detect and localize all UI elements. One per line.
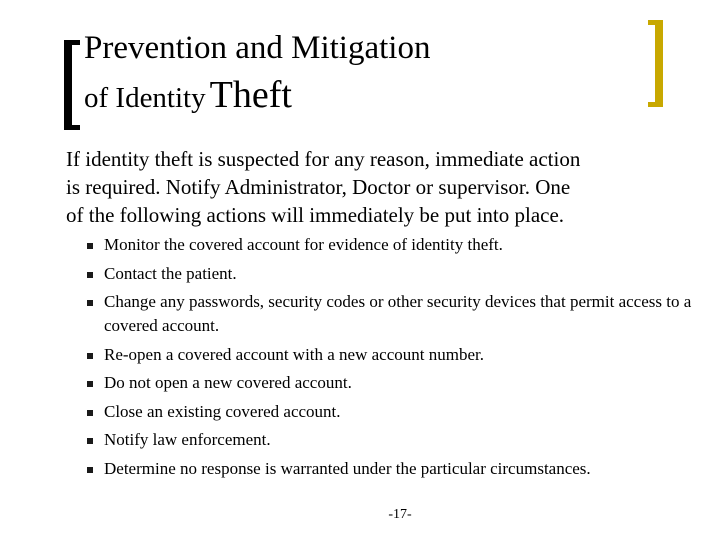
intro-paragraph — [66, 145, 706, 229]
title-line-2-part-2: Theft — [209, 74, 292, 116]
square-bullet-icon — [87, 243, 93, 249]
list-item-text: Close an existing covered account. — [104, 401, 341, 421]
list-item — [84, 290, 704, 338]
action-list — [84, 233, 704, 485]
intro-line: of the following actions will immediately be put into place. — [66, 203, 565, 227]
square-bullet-icon — [87, 353, 93, 359]
list-item-text: Do not open a new covered account. — [104, 373, 352, 392]
title-line-2 — [84, 71, 292, 127]
list-item — [84, 428, 704, 452]
title-line-1: Prevention and Mitigation — [84, 30, 431, 66]
square-bullet-icon — [87, 381, 93, 387]
title-line-2-part-1: of Identity — [84, 82, 206, 114]
list-item — [84, 400, 704, 424]
square-bullet-icon — [87, 467, 93, 473]
square-bullet-icon — [87, 438, 93, 444]
list-item — [84, 262, 704, 286]
list-item-text: Determine no response is warranted under the particular circumstances. — [104, 458, 591, 478]
intro-line: If identity theft is suspected for any reason, immediate action — [66, 147, 581, 171]
list-item — [84, 233, 704, 257]
left-bracket-decoration — [64, 40, 80, 130]
list-item — [84, 457, 704, 481]
page-number: -17- — [388, 507, 412, 522]
square-bullet-icon — [87, 272, 93, 278]
list-item — [84, 343, 704, 367]
list-item-text: Contact the patient. — [104, 263, 237, 283]
list-item-text: Monitor the covered account for evidence of identity theft. — [104, 235, 503, 254]
square-bullet-icon — [87, 410, 93, 416]
intro-line: is required. Notify Administrator, Doctor or supervisor. One — [66, 175, 571, 199]
list-item-text: Change any passwords, security codes or other security devices that permit access to a covered account. — [104, 292, 692, 335]
list-item-text: Notify law enforcement. — [104, 430, 271, 449]
list-item — [84, 371, 704, 395]
list-item-text: Re-open a covered account with a new account number. — [104, 344, 484, 364]
right-bracket-decoration — [648, 20, 663, 107]
square-bullet-icon — [87, 300, 93, 306]
